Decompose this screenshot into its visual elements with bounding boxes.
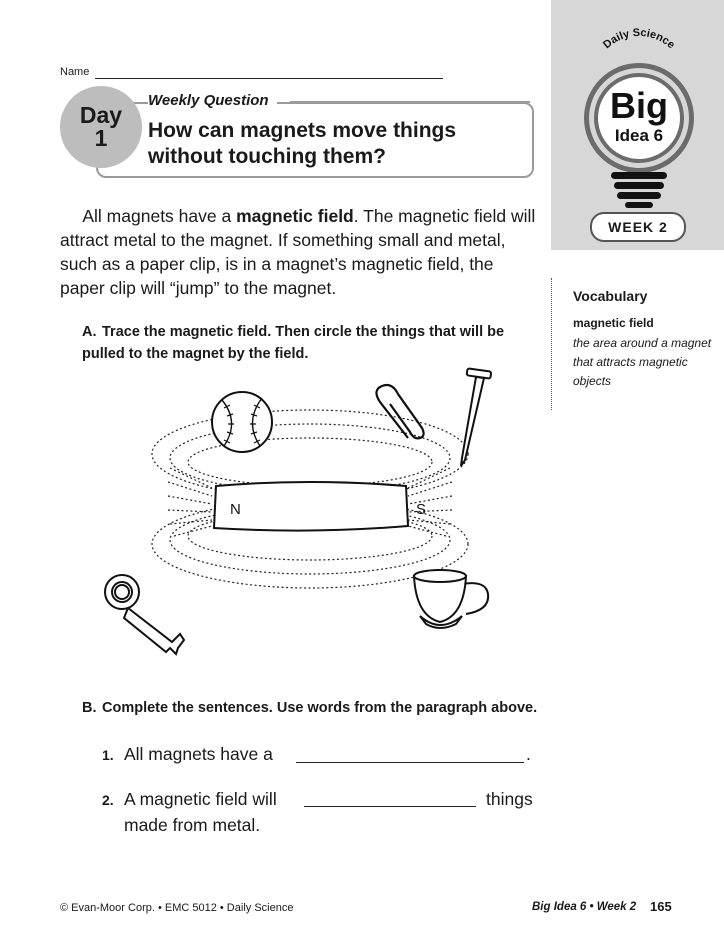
sentence-number: 1. xyxy=(102,747,114,763)
day-badge xyxy=(60,86,142,168)
sentence-1-text: All magnets have a xyxy=(124,744,273,764)
sentence-1-blank[interactable] xyxy=(296,762,524,763)
sentence-2-blank[interactable] xyxy=(304,806,476,807)
footer-unit: Big Idea 6 • Week 2 xyxy=(532,901,637,913)
week-badge: WEEK 2 xyxy=(590,212,686,242)
paragraph-bold-term: magnetic field xyxy=(236,206,354,226)
section-letter: B. xyxy=(82,700,97,716)
footer-copyright: © Evan-Moor Corp. • EMC 5012 • Daily Science xyxy=(60,902,294,914)
key-icon[interactable] xyxy=(105,575,184,654)
magnet-north-label: N xyxy=(230,501,241,518)
nail-icon[interactable] xyxy=(461,368,491,466)
sentence-2 xyxy=(102,789,277,810)
sentence-2-after-text: things xyxy=(486,789,533,809)
magnet-illustration xyxy=(90,362,510,662)
divider xyxy=(290,101,530,103)
sentence-1 xyxy=(102,744,273,765)
weekly-question-label: Weekly Question xyxy=(148,92,277,109)
sentence-1-period: . xyxy=(526,744,531,764)
paper-clip-icon[interactable] xyxy=(376,385,423,438)
day-word: Day xyxy=(79,102,123,128)
vocabulary-term: magnetic field xyxy=(573,316,654,330)
weekly-question: How can magnets move things without touching them? xyxy=(148,119,457,168)
section-letter: A. xyxy=(82,324,97,340)
baseball-icon[interactable] xyxy=(212,392,272,452)
big-text: Big xyxy=(610,85,668,126)
vocabulary-title: Vocabulary xyxy=(573,288,648,304)
sentence-number: 2. xyxy=(102,792,114,808)
intro-paragraph xyxy=(60,204,542,300)
day-number: 1 xyxy=(94,125,108,151)
instruction-a xyxy=(82,321,512,365)
divider xyxy=(551,278,552,410)
name-input-line[interactable] xyxy=(95,78,443,79)
bar-magnet xyxy=(214,482,426,531)
paragraph-text: All magnets have a xyxy=(82,206,237,226)
vocabulary-definition: the area around a magnet that attracts magnetic objects xyxy=(573,336,712,388)
instruction-a-text: Trace the magnetic field. Then circle the things that will be pulled to the magnet by the field. xyxy=(82,324,505,362)
paragraph-text: . The magnetic field will attract metal to the magnet. If something small and metal, such as a paper clip, is in a magnet’s magnetic field, the paper clip will “jump” to the magnet. xyxy=(60,206,536,298)
page-number: 165 xyxy=(650,899,672,914)
sentence-2-text: A magnetic field will xyxy=(124,789,277,809)
teacup-icon[interactable] xyxy=(414,570,488,628)
instruction-b-text: Complete the sentences. Use words from the paragraph above. xyxy=(102,700,538,716)
name-label: Name xyxy=(60,66,90,78)
sentence-2-continuation: made from metal. xyxy=(124,815,261,835)
magnet-south-label: S xyxy=(416,501,427,518)
brand-arc-text: Daily Science xyxy=(601,26,678,52)
idea-text: Idea 6 xyxy=(614,126,664,145)
instruction-b xyxy=(82,700,537,716)
